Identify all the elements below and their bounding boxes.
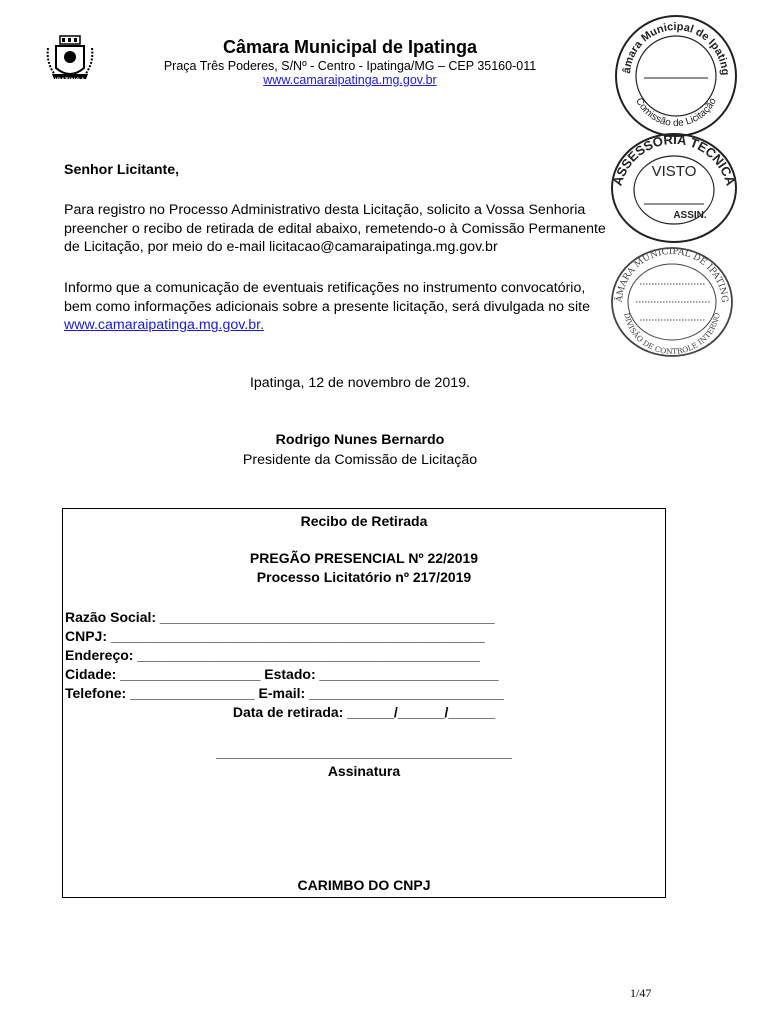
stamp2-assin: ASSIN. xyxy=(673,210,707,221)
receipt-title: Recibo de Retirada xyxy=(300,513,428,529)
receipt-modality: PREGÃO PRESENCIAL Nº 22/2019 xyxy=(249,550,479,566)
address-line: Praça Três Poderes, S/Nº - Centro - Ipatinga/MG – CEP 35160-011 xyxy=(163,59,537,73)
receipt-process: Processo Licitatório nº 217/2019 xyxy=(256,569,472,585)
stamp1-top-text: âmara Municipal de Ipating xyxy=(621,20,732,76)
telefone-email-field[interactable]: Telefone: ________________ E-mail: _________________________ xyxy=(65,685,504,701)
carimbo-label: CARIMBO DO CNPJ xyxy=(297,877,431,893)
stamp3-bottom-text: DIVISÃO DE CONTROLE INTERNO xyxy=(622,311,722,357)
paragraph-1-line: de Licitação, por meio do e-mail licitacao@camaraipatinga.mg.gov.br xyxy=(64,239,498,255)
endereco-field[interactable]: Endereço: ____________________________________________ xyxy=(65,647,480,663)
website-link[interactable]: www.camaraipatinga.mg.gov.br xyxy=(263,73,437,87)
licitacao-stamp xyxy=(612,12,740,140)
paragraph-1 xyxy=(64,201,660,257)
salutation: Senhor Licitante, xyxy=(64,162,180,178)
cidade-estado-field[interactable]: Cidade: __________________ Estado: _______________________ xyxy=(65,666,499,682)
paragraph-2-line: bem como informações adicionais sobre a presente licitação, será divulgada no site xyxy=(64,298,591,315)
signer-name: Rodrigo Nunes Bernardo xyxy=(275,432,445,448)
cnpj-field[interactable]: CNPJ: ________________________________________________ xyxy=(65,628,485,644)
stamp1-bottom-text: Comissão de Licitação xyxy=(633,96,719,130)
page-number: 1/47 xyxy=(630,986,652,1000)
stamp2-visto: VISTO xyxy=(651,163,697,180)
letter-date: Ipatinga, 12 de novembro de 2019. xyxy=(249,375,471,391)
paragraph-1-line: preencher o recibo de retirada de edital abaixo, remetendo-o à Comissão Permanente xyxy=(64,220,606,237)
stamp2-top-text: ASSESSORIA TÉCNICA xyxy=(609,131,739,188)
svg-text:Comissão de Licitação xyxy=(633,96,719,129)
site-link[interactable]: www.camaraipatinga.mg.gov.br xyxy=(64,317,261,333)
city-logo xyxy=(44,34,96,90)
data-retirada-field[interactable]: Data de retirada: ______/______/______ xyxy=(232,704,496,720)
page-title: Câmara Municipal de Ipatinga xyxy=(222,37,478,57)
receipt-form xyxy=(62,508,666,898)
signature-label: Assinatura xyxy=(327,763,401,779)
signer-role: Presidente da Comissão de Licitação xyxy=(242,452,478,468)
logo-caption: IPATINGA xyxy=(54,78,86,84)
svg-text:Câmara Municipal de Ipatinga xyxy=(612,12,731,76)
razao-social-field[interactable]: Razão Social: ___________________________________________ xyxy=(65,609,495,625)
site-link-period: . xyxy=(260,317,265,333)
paragraph-1-line: Para registro no Processo Administrativo desta Licitação, solicito a Vossa Senhoria xyxy=(64,202,586,218)
paragraph-2-line: Informo que a comunicação de eventuais retificações no instrumento convocatório, xyxy=(64,280,586,296)
stamp3-top-text: ÂMARA MUNICIPAL DE IPATING xyxy=(614,246,730,304)
signature-line[interactable]: ______________________________________ xyxy=(216,744,512,760)
paragraph-2 xyxy=(64,279,660,335)
